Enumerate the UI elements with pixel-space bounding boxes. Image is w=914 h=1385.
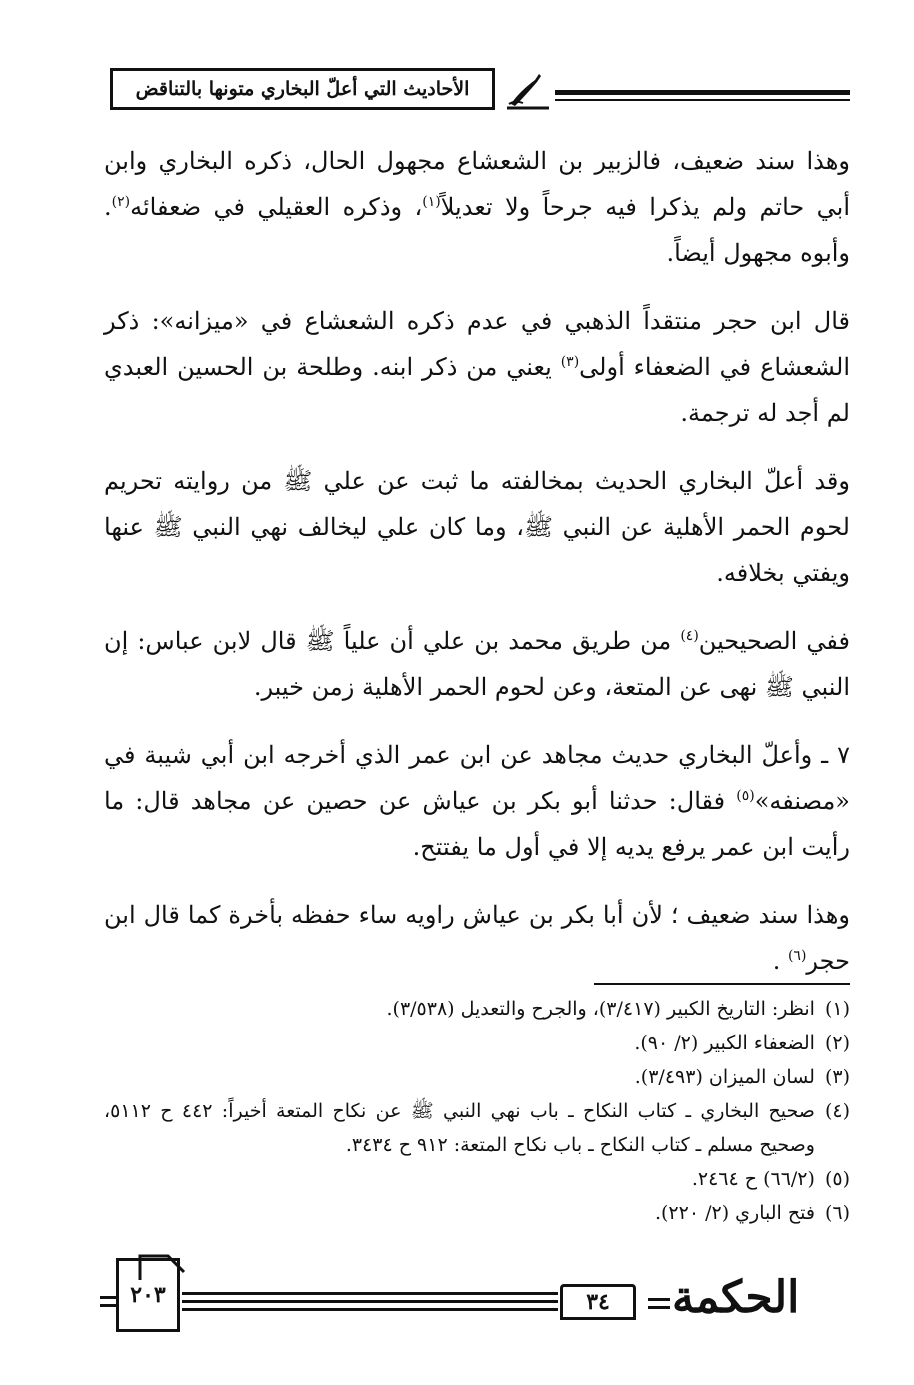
footnote-5 [104,1162,850,1196]
journal-brand-logo: الحكمة [672,1272,800,1323]
footnote-text: انظر: التاريخ الكبير (٣/٤١٧)، والجرح والتعديل (٣/٥٣٨). [386,998,815,1020]
footer-rule-left [100,1296,116,1299]
running-header-title: الأحاديث التي أعلّ البخاري متونها بالتناقض [110,68,495,110]
footer-rule-long [182,1292,558,1295]
footnote-1 [104,992,850,1026]
footnote-text: صحيح البخاري ـ كتاب النكاح ـ باب نهي النبي ﷺ عن نكاح المتعة أخيراً: ٤٤٢ ح ٥١١٢، وصحيح مسلم ـ كتاب النكاح ـ باب نكاح المتعة: ٩١٢ ح ٣٤٣٤. [104,1100,815,1156]
footnote-text: الضعفاء الكبير (٢/ ٩٠). [634,1032,815,1054]
footnote-text: فتح الباري (٢/ ٢٢٠). [654,1202,815,1224]
footnote-2 [104,1026,850,1060]
footnote-4 [104,1094,850,1162]
footnote-ref-1[interactable]: (١) [422,194,441,210]
quill-pen-icon [505,70,551,110]
page-number-box: ٢٠٣ [116,1258,180,1332]
paragraph-6: وهذا سند ضعيف ؛ لأن أبا بكر بن عياش راويه ساء حفظه بأخرة كما قال ابن حجر$^{(٦)}$ . [104,901,850,975]
paragraph-2: قال ابن حجر منتقداً الذهبي في عدم ذكره الشعشاع في «ميزانه»: ذكر الشعشاع في الضعفاء أولى$^{(٣)}$ يعني من ذكر ابنه. وطلحة بن الحسين العبدي لم أجد له ترجمة. [104,307,851,427]
folded-corner-icon [138,1252,186,1282]
footnote-ref-4[interactable]: (٤) [680,628,699,644]
footnote-3 [104,1060,850,1094]
paragraph-1: وهذا سند ضعيف، فالزبير بن الشعشاع مجهول الحال، ذكره البخاري وابن أبي حاتم ولم يذكرا فيه جرحاً ولا تعديلاً$^{(١)}$، وذكره العقيلي في ضعفائه$^{(٢)}$. وأبوه مجهول أيضاً. [104,147,851,267]
footnote-number: (٦) [824,1202,850,1224]
footnote-text: لسان الميزان (٣/٤٩٣). [634,1066,815,1088]
footnote-ref-3[interactable]: (٣) [560,354,580,370]
footnote-number: (١) [824,998,850,1020]
footer-rule-long-2 [182,1300,558,1303]
paragraph-3: وقد أعلّ البخاري الحديث بمخالفته ما ثبت عن علي ﷺ من روايته تحريم لحوم الحمر الأهلية عن النبي ﷺ، وما كان علي ليخالف نهي النبي ﷺ عنها ويفتي بخلافه. [104,467,850,587]
footer-rule-right-2 [648,1306,670,1309]
footer-rule-left-2 [100,1304,116,1307]
footnote-number: (٤) [824,1100,850,1122]
footnote-6 [104,1196,850,1230]
footer-rule-right [648,1298,670,1301]
header-rule-thin [555,99,850,101]
footnote-ref-5[interactable]: (٥) [736,788,755,804]
footnote-ref-6[interactable]: (٦) [787,948,807,964]
issue-number-tab: ٣٤ [560,1284,636,1320]
footnote-number: (٢) [824,1032,850,1054]
footnote-text: (٦٦/٢) ح ٢٤٦٤. [691,1168,815,1190]
footer-rule-long-3 [182,1308,558,1311]
footnote-number: (٣) [824,1066,850,1088]
footnote-number: (٥) [824,1168,850,1190]
main-text [104,138,850,1006]
footnotes [104,992,850,1230]
paragraph-5: ٧ ـ وأعلّ البخاري حديث مجاهد عن ابن عمر الذي أخرجه ابن أبي شيبة في «مصنفه»$^{(٥)}$ فقال: حدثنا أبو بكر بن عياش عن حصين عن مجاهد قال: ما رأيت ابن عمر يرفع يديه إلا في أول ما يفتتح. [104,741,850,861]
footnote-ref-2[interactable]: (٢) [111,194,131,210]
paragraph-4: ففي الصحيحين$^{(٤)}$ من طريق محمد بن علي أن علياً ﷺ قال لابن عباس: إن النبي ﷺ نهى عن المتعة، وعن لحوم الحمر الأهلية زمن خيبر. [104,627,850,701]
footnote-separator [594,983,850,985]
header-rule-thick [555,90,850,95]
